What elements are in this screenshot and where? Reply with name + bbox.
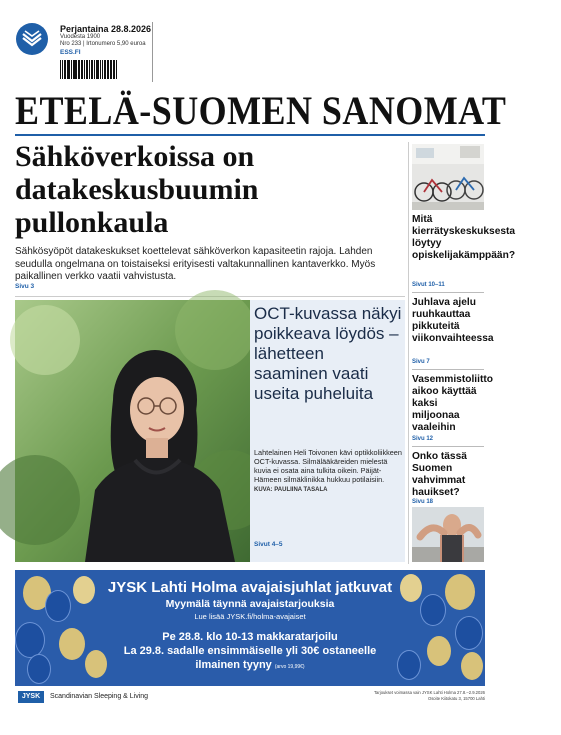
ad-subheadline: Myymälä täynnä avajaistarjouksia [165,598,335,610]
sidebar-page-ref[interactable]: Sivut 10–11 [412,282,445,288]
strongman-photo[interactable] [412,507,484,562]
barcode-bar [108,60,109,79]
barcode-bar [84,60,85,79]
feature-text [254,448,402,495]
bicycles-photo[interactable] [412,144,484,210]
ad-fine-print [340,690,485,701]
jysk-tagline: Scandinavian Sleeping & Living [50,693,149,700]
newspaper-logo-icon [16,23,48,55]
barcode-bar [73,60,74,79]
barcode-bar [68,60,70,79]
feature-page-ref[interactable]: Sivut 4–5 [254,541,283,548]
founded-text: Vuodesta 1900 [60,34,101,41]
ad-headline: JYSK Lahti Holma avajaisjuhlat jatkuvat [107,579,393,596]
feature-headline[interactable]: OCT-kuvassa näkyi poikkeava löydös – lähetteen saaminen vaati useita puheluita [254,304,402,403]
masthead-title [15,88,507,134]
photo-credit: KUVA: PAULIINA TASALA [254,487,328,493]
sidebar-item-biceps[interactable]: Onko tässä Suomen vahvimmat hauikset? [412,451,467,498]
issue-number: Nro 233 | Irtonumero 5,90 euroa [60,41,146,48]
headline-line: datakeskusbuumin [15,173,259,206]
ad-offer-3-text: ilmainen tyyny [195,659,272,671]
barcode-icon [60,60,118,79]
barcode-bar [76,60,77,79]
barcode-bar [116,60,117,79]
main-lede: Sähkösyöpöt datakeskukset koettelevat sähköverkon kapasiteetin rajoja. Lahden seudulla ongelmana on toistaiseksi erityisesti valtakunnallinen kantaverkko. Myös paikallinen verkko vaatii vahvistusta. [15,246,376,282]
site-link[interactable]: ESS.FI [60,49,81,57]
barcode-bar [102,60,103,79]
barcode-bar [91,60,92,79]
ad-offer-3 [15,659,485,671]
masthead-text: ETELÄ-SUOMEN SANOMAT [15,88,507,133]
barcode-bar [79,60,80,79]
jysk-advertisement[interactable] [15,570,485,686]
sidebar-item-recycling[interactable]: Mitä kierrätyskeskuksesta löytyy opiskelijakämppään? [412,214,516,261]
jysk-logo[interactable]: JYSK [18,691,44,703]
fine-print-line: Osoite Kiitokatu 3, 15700 Lahti [427,695,485,701]
headline-line: pullonkaula [15,206,169,239]
sidebar-item-traffic[interactable]: Juhlava ajelu ruuhkauttaa pikkuteitä viikonvaihteessa [412,297,494,344]
barcode-bar [94,60,95,79]
ad-offer-1: Pe 28.8. klo 10-13 makkaratarjoilu [162,631,338,643]
sidebar-item-election[interactable]: Vasemmistoliitto aikoo käyttää kaksi miljoonaa vaaleihin [412,374,493,433]
sidebar-page-ref[interactable]: Sivu 18 [412,499,434,505]
barcode-bar [113,60,114,79]
barcode-bar [105,60,106,79]
headline-line: Sähköverkoissa on [15,140,255,173]
feature-photo[interactable] [15,300,250,562]
main-page-ref[interactable]: Sivu 3 [15,283,35,290]
ad-offer-3-note: (arvo 19,99€) [274,664,305,670]
issue-date: Perjantaina 28.8.2026 [60,24,152,34]
ad-offer-2: La 29.8. sadalle ensimmäiselle yli 30€ ostaneelle [123,645,377,657]
column-divider [408,142,409,564]
ad-link-text[interactable]: Lue lisää JYSK.fi/holma-avajaiset [194,612,306,621]
sidebar-divider [412,369,484,370]
sidebar-divider [412,292,484,293]
masthead-rule [15,134,485,136]
sidebar-divider [412,446,484,447]
barcode-bar [87,60,88,79]
main-headline[interactable] [15,140,405,239]
sidebar-page-ref[interactable]: Sivu 12 [412,436,434,442]
sidebar-page-ref[interactable]: Sivu 7 [412,359,430,365]
fine-print-line: Tarjoukset voimassa vain JYSK Lahti Holma 27.8.–2.9.2026 [373,690,485,695]
barcode-bar [65,60,66,79]
feature-body: Lahtelainen Heli Toivonen kävi optikkoliikkeen OCT-kuvassa. Silmälääkäreiden mielestä kuvia ei osata aina tulkita oikein. Päijät-Hämeen silmäklinikka hukkuu potilaisiin. [254,448,402,484]
header-divider [152,22,153,82]
issue-info [60,24,151,57]
barcode-bar [98,60,99,79]
barcode-bar [62,60,63,79]
